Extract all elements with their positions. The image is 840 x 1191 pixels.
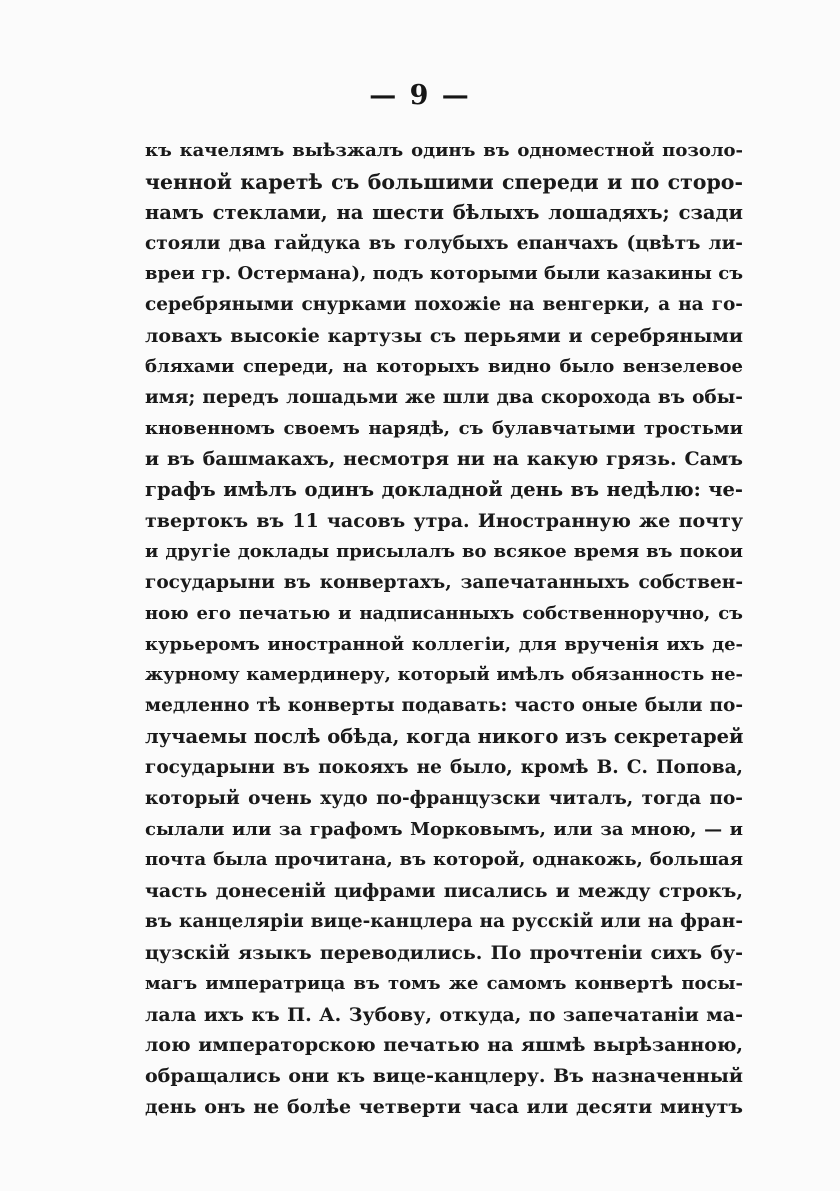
text-line: день онъ не болѣе четверти часа или десяти минутъ: [145, 1096, 743, 1119]
text-line: цузскій языкъ переводились. По прочтеніи сихъ бу-: [145, 941, 743, 964]
text-line: ною его печатью и надписанныхъ собственноручно, съ: [145, 602, 743, 624]
text-line: медленно тѣ конверты подавать: часто оные были по-: [145, 695, 743, 717]
text-line: графъ имѣлъ одинъ докладной день въ недѣлю: че-: [145, 478, 743, 502]
text-line: имя; передъ лошадьми же шли два скорохода въ обы-: [145, 386, 743, 408]
body-text: [145, 136, 743, 1123]
text-line: почта была прочитана, въ которой, однакожь, большая: [145, 849, 743, 871]
text-line: государыни въ покояхъ не было, кромѣ В. С. Попова,: [145, 756, 743, 778]
text-line: ченной каретѣ съ большими спереди и по сторо-: [145, 169, 743, 194]
text-line: который очень худо по-французски читалъ, тогда по-: [145, 787, 743, 809]
text-line: лучаемы послѣ обѣда, когда никого изъ секретарей: [145, 725, 743, 749]
text-line: журному камердинеру, который имѣлъ обязанность не-: [145, 664, 743, 686]
text-line: ловахъ высокіе картузы съ перьями и серебряными: [145, 325, 743, 348]
text-line: и другіе доклады присылалъ во всякое время въ покои: [145, 540, 743, 562]
text-line: обращались они къ вице-канцлеру. Въ назначенный: [145, 1065, 743, 1088]
text-line: намъ стеклами, на шести бѣлыхъ лошадяхъ; сзади: [145, 200, 743, 224]
page-number: — 9 —: [369, 80, 471, 111]
text-line: вреи гр. Остермана), подъ которыми были казакины съ: [145, 263, 743, 285]
text-line: въ канцеляріи вице-канцлера на русскій или на фран-: [145, 911, 743, 933]
text-line: часть донесеній цифрами писались и между строкъ,: [145, 880, 743, 903]
text-line: лою императорскою печатью на яшмѣ вырѣзанною,: [145, 1034, 743, 1057]
text-line: лала ихъ къ П. А. Зубову, откуда, по запечатаніи ма-: [145, 1003, 743, 1026]
text-line: государыни въ конвертахъ, запечатанныхъ собствен-: [145, 571, 743, 593]
text-line: твертокъ въ 11 часовъ утра. Иностранную же почту: [145, 510, 743, 533]
text-line: бляхами спереди, на которыхъ видно было вензелевое: [145, 355, 743, 377]
text-line: къ качелямъ выѣзжалъ одинъ въ одноместной позоло-: [145, 140, 743, 161]
text-line: и въ башмакахъ, несмотря ни на какую грязь. Самъ: [145, 448, 743, 471]
text-line: магъ императрица въ томъ же самомъ конвертѣ посы-: [145, 972, 743, 994]
text-line: сылали или за графомъ Морковымъ, или за мною, — и: [145, 818, 743, 840]
text-line: серебряными снурками похожіе на венгерки, а на го-: [145, 294, 743, 316]
text-line: стояли два гайдука въ голубыхъ епанчахъ (цвѣтъ ли-: [145, 232, 743, 254]
text-line: кновенномъ своемъ нарядѣ, съ булавчатыми тростьми: [145, 417, 743, 439]
text-line: курьеромъ иностранной коллегіи, для врученія ихъ де-: [145, 633, 743, 655]
